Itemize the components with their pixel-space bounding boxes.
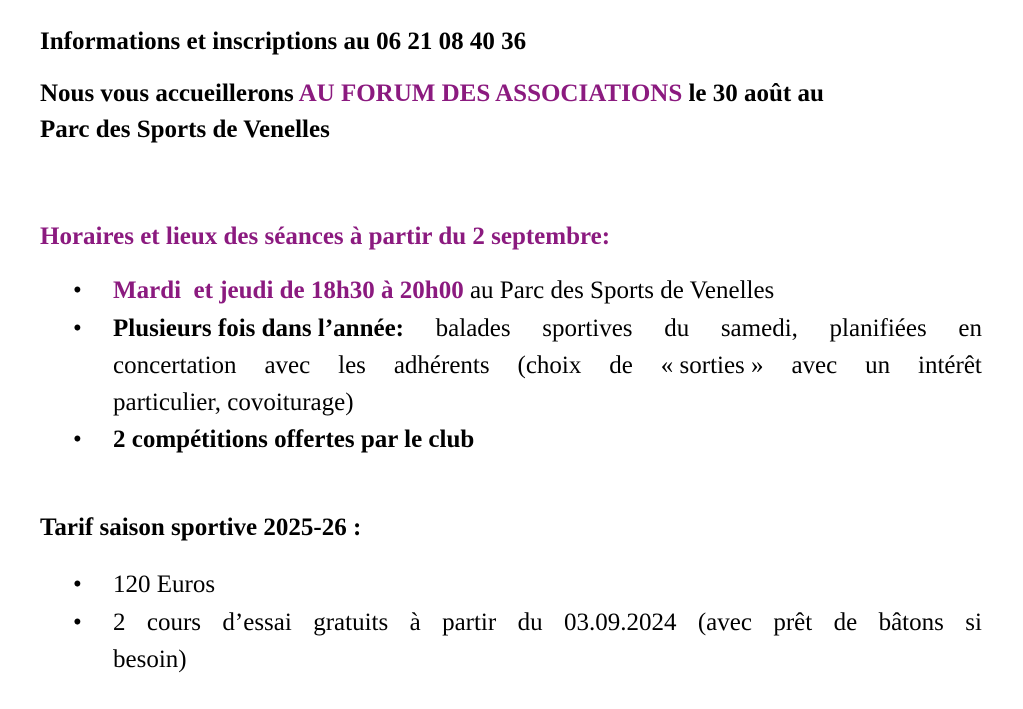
word: du (664, 315, 690, 342)
word: balades (435, 315, 511, 342)
word: gratuits (313, 609, 389, 636)
forum-highlight: AU FORUM DES ASSOCIATIONS (298, 80, 683, 107)
schedule-item-2-line-3: particulier, covoiturage) (113, 389, 354, 416)
word: de (609, 352, 633, 379)
word: (choix (517, 352, 582, 379)
schedule-item-2-text (113, 310, 982, 421)
word: cours (146, 609, 202, 636)
word: concertation (113, 352, 237, 379)
several-times-label: Plusieurs fois dans l’année: (113, 315, 405, 342)
word: sportives (542, 315, 633, 342)
word: les (338, 352, 366, 379)
word: adhérents (393, 352, 490, 379)
schedule-item-2-line-1 (113, 310, 982, 347)
word: d’essai (222, 609, 292, 636)
schedule-item-1-text (113, 272, 982, 309)
trial-line-2: besoin) (113, 646, 187, 673)
bullet-icon: • (73, 426, 82, 453)
bullet-icon: • (73, 609, 82, 636)
welcome-text-2: le 30 août au (682, 80, 824, 107)
word: samedi, (720, 315, 798, 342)
competitions-text: 2 compétitions offertes par le club (113, 426, 475, 453)
word: du (517, 609, 543, 636)
bullet-icon: • (73, 315, 82, 342)
trial-line-1 (113, 604, 982, 641)
welcome-line-1 (40, 79, 824, 109)
word: de (833, 609, 858, 636)
word: « sorties » (660, 352, 764, 379)
welcome-line-2: Parc des Sports de Venelles (40, 116, 330, 143)
tarif-heading: Tarif saison sportive 2025-26 : (40, 514, 362, 541)
word: 2 (113, 609, 126, 636)
schedule-location: au Parc des Sports de Venelles (463, 277, 775, 304)
info-line: Informations et inscriptions au 06 21 08 40 36 (40, 28, 527, 55)
word: avec (791, 352, 838, 379)
word: avec (264, 352, 311, 379)
word: intérêt (918, 352, 982, 379)
schedule-days-highlight: Mardi et jeudi de 18h30 à 20h00 (113, 277, 464, 304)
trial-text (113, 604, 982, 678)
bullet-icon: • (73, 571, 82, 598)
word: planifiées (829, 315, 927, 342)
word: un (865, 352, 891, 379)
schedule-heading: Horaires et lieux des séances à partir du 2 septembre: (40, 223, 611, 250)
word: 03.09.2024 (563, 609, 677, 636)
word: en (958, 315, 982, 342)
price-text: 120 Euros (113, 571, 216, 598)
word: à (409, 609, 421, 636)
bullet-icon: • (73, 277, 82, 304)
word: partir (442, 609, 497, 636)
schedule-item-2-line-2 (113, 347, 982, 384)
welcome-text-1: Nous vous accueillerons (40, 80, 299, 107)
word: prêt (773, 609, 813, 636)
word: bâtons (878, 609, 944, 636)
word: (avec (697, 609, 752, 636)
word: si (965, 609, 982, 636)
